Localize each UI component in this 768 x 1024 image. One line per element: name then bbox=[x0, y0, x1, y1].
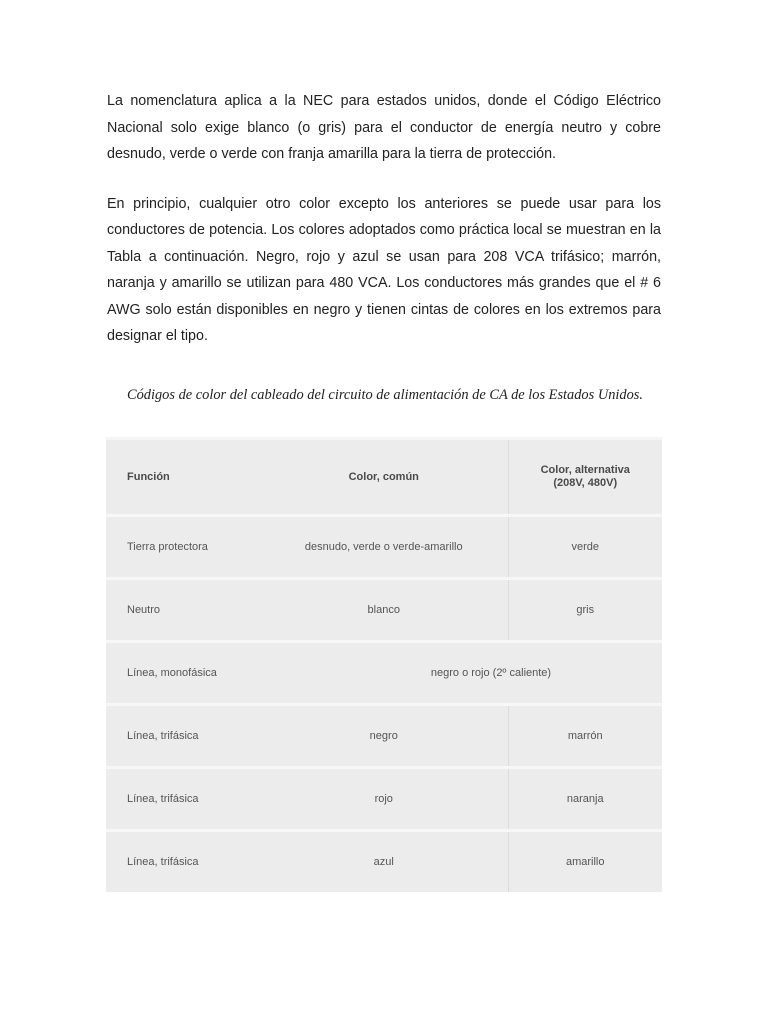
cell-color-alternativa: gris bbox=[508, 579, 662, 642]
cell-color-alternativa: amarillo bbox=[508, 831, 662, 893]
cell-color-comun: desnudo, verde o verde-amarillo bbox=[260, 516, 508, 579]
table-row bbox=[106, 579, 662, 642]
table-row bbox=[106, 831, 662, 893]
color-code-table bbox=[106, 437, 662, 901]
cell-funcion: Neutro bbox=[106, 579, 260, 642]
cell-funcion: Tierra protectora bbox=[106, 516, 260, 579]
table-caption: Códigos de color del cableado del circuito de alimentación de CA de los Estados Unidos. bbox=[127, 387, 643, 403]
cell-funcion: Línea, trifásica bbox=[106, 705, 260, 768]
header-color-alternativa: Color, alternativa (208V, 480V) bbox=[508, 440, 662, 516]
document-body bbox=[107, 88, 661, 350]
cell-color-merged: negro o rojo (2º caliente) bbox=[260, 642, 662, 705]
cell-color-comun: blanco bbox=[260, 579, 508, 642]
cell-color-alternativa: verde bbox=[508, 516, 662, 579]
table-header-row bbox=[106, 440, 662, 516]
cell-funcion: Línea, monofásica bbox=[106, 642, 260, 705]
cell-funcion: Línea, trifásica bbox=[106, 768, 260, 831]
header-color-comun: Color, común bbox=[260, 440, 508, 516]
paragraph-2: En principio, cualquier otro color excepto los anteriores se puede usar para los conductores de potencia. Los colores adoptados como práctica local se muestran en la Tabla a continuación. Negro, rojo y azul se usan para 208 VCA trifásico; marrón, naranja y amarillo se utilizan para 480 VCA. Los conductores más grandes que el # 6 AWG solo están disponibles en negro y tienen cintas de colores en los extremos para designar el tipo. bbox=[107, 195, 661, 344]
table-row bbox=[106, 705, 662, 768]
cell-color-alternativa: naranja bbox=[508, 768, 662, 831]
cell-funcion: Línea, trifásica bbox=[127, 856, 199, 868]
table-row bbox=[106, 516, 662, 579]
table-row bbox=[106, 642, 662, 705]
paragraph-1: La nomenclatura aplica a la NEC para estados unidos, donde el Código Eléctrico Nacional solo exige blanco (o gris) para el conductor de energía neutro y cobre desnudo, verde o verde con franja amarilla para la tierra de protección. bbox=[107, 93, 661, 162]
cell-color-comun: azul bbox=[373, 856, 394, 868]
header-funcion: Función bbox=[106, 440, 260, 516]
cell-color-comun: rojo bbox=[260, 768, 508, 831]
table-row bbox=[106, 768, 662, 831]
cell-color-alternativa: marrón bbox=[508, 705, 662, 768]
cell-color-comun: negro bbox=[260, 705, 508, 768]
